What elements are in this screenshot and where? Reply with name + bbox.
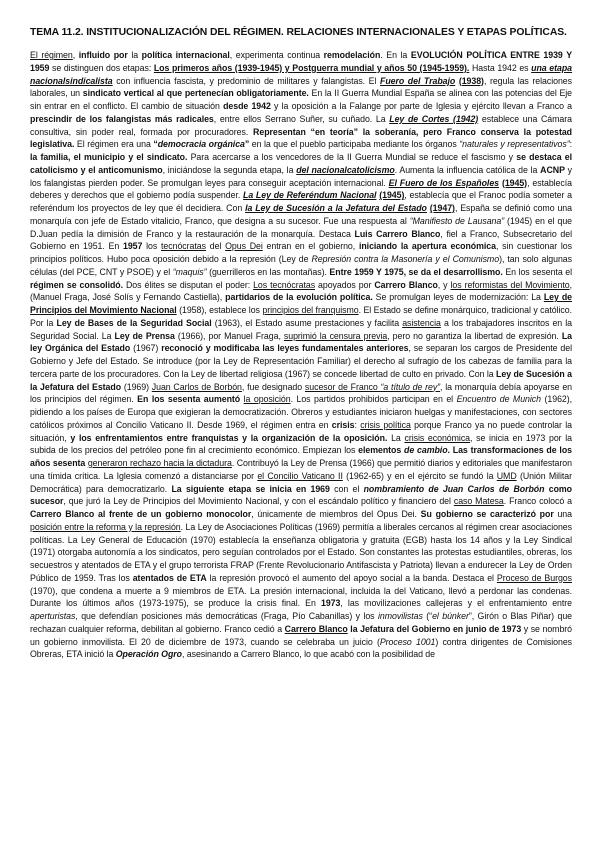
document-page: [30, 26, 572, 661]
document-body: El régimen, influido por la política internacional, experimenta continua remodelación. En la EVOLUCIÓN POLÍTICA ENTRE 1939 Y 1959 se distinguen dos etapas: Los primeros años (1939-1945) y Postguerra mundial y años 50 (1945-1959). Hasta 1942 es una etapa nacionalsindicalista con influencia fascista, y predominio de militares y falangistas. El Fuero del Trabajo (1938), regula las relaciones laborales, un sindicato vertical al que pertenecían obligatoriamente. En la II Guerra Mundial España se alinea con las potencias del Eje sin entrar en el conflicto. El cambio de situación desde 1942 y la oposición a la Falange por parte de Iglesia y ejército llevan a Franco a prescindir de los falangistas más radicales, entre ellos Serrano Suñer, su cuñado. La Ley de Cortes (1942) establece una Cámara consultiva, sin poder real, formada por procuradores. Representan “en teoría” la soberanía, pero Franco conserva la potestad legislativa. El régimen era una “democracia orgánica” en la que el pueblo participaba mediante los órganos “naturales y representativos”: la familia, el municipio y el sindicato. Para acercarse a los vencedores de la II Guerra Mundial se reduce el fascismo y se destaca el catolicismo y el anticomunismo, iniciándose la segunda etapa, la del nacionalcatolicismo. Aumenta la influencia católica de la ACNP y los falangistas pierden poder. Se promulgan leyes para conseguir aceptación internacional. El Fuero de los Españoles (1945), establecía deberes y derechos que el gobierno podía suspender. La Ley de Referéndum Nacional (1945), establecía que el Franoc podía someter a referéndum los proyectos de ley que él decidiera. Con la Ley de Sucesión a la Jefatura del Estado (1947), España se definió como una monarquía con jefe de Estado vitalicio, Franco, que designa a su sucesor. Fue una respuesta al “Manifiesto de Lausana” (1945) en el que D.Juan pedía la dimisión de Franco y la restauración de la monarquía. Destaca Luis Carrero Blanco, fiel a Franco, Subsecretario del Gobierno en 1951. En 1957 los tecnócratas del Opus Dei entran en el gobierno, iniciando la apertura económica, sin cuestionar los principios políticos. Hubo poca oposición debido a la represión (Ley de Represión contra la Masonería y el Comunismo), tan solo algunas células (del PCE, CNT y PSOE) y el “maquis” (guerrilleros en las montañas). Entre 1959 Y 1975, se da el desarrollismo. En los sesenta el régimen se consolidó. Dos élites se disputan el poder: Los tecnócratas apoyados por Carrero Blanco, y los reformistas del Movimiento, (Manuel Fraga, José Solís y Fernando Castiella), partidarios de la evolución política. Se promulgan leyes de modernización: La Ley de Principios del Movimiento Nacional (1958), establece los principios del franquismo. El Estado se define monárquico, tradicional y católico. Por la Ley de Bases de la Seguridad Social (1963), el Estado asume prestaciones y facilita asistencia a los trabajadores inscritos en la Seguridad Social. La Ley de Prensa (1966), por Manuel Fraga, suprimió la censura previa, pero no garantiza la libertad de expresión. La ley Orgánica del Estado (1967) reconoció y modificaba las leyes fundamentales anteriores, se separan los cargos de Presidente del Gobierno y Jefe del Estado. Se introduce (por la Ley de Representación Familiar) el derecho al sufragio de los cabezas de familia para la tercera parte de los procuradores. Con la Ley de libertad religiosa (1967) se concede libertad de culto en privado. Con la Ley de Sucesión a la Jefatura del Estado (1969) Juan Carlos de Borbón, fue designado sucesor de Franco “a título de rey”, la monarquía debía apoyarse en los principios del régimen. En los sesenta aumentó la oposición. Los partidos prohibidos participan en el Encuentro de Munich (1962), pidiendo a los países de Europa que exigieran la democratización. Obreros y estudiantes iniciaron huelgas y manifestaciones, con sectores católicos próximos al Concilio Vaticano II. Desde 1969, el régimen entra en crisis: crisis política porque Franco ya no puede controlar la situación, y los enfrentamientos entre franquistas y la organización de la oposición. La crisis económica, se inicia en 1973 por la subida de los precios del petróleo pone fin al crecimiento económico. Empiezan los elementos de cambio. Las transformaciones de los años sesenta generaron rechazo hacia la dictadura. Contribuyó la Ley de Prensa (1966) que permitió diarios y editoriales que manifestaron una tímida crítica. La Iglesia comenzó a distanciarse por el Concilio Vaticano II (1962-65) y en el ejército se fundó la UMD (Unión Militar Democrática) para democratizarlo. La siguiente etapa se inicia en 1969 con el nombramiento de Juan Carlos de Borbón como sucesor, que juró la Ley de Principios del Movimiento Nacional, y con el escándalo político y financiero del caso Matesa. Franco colocó a Carrero Blanco al frente de un gobierno monocolor, únicamente de miembros del Opus Dei. Su gobierno se caracterizó por una posición entre la reforma y la represión. La Ley de Asociaciones Políticas (1969) permitía a liberales cercanos al régimen crear asociaciones políticas. La Ley General de Educación (1970) establecía la enseñanza obligatoria y gratuita (EGB) hasta los 14 años y la Ley Sindical (1971) otorgaba autonomía a los sindicatos, pero seguían controlados por el Estado. Son constantes las protestas estudiantiles, obreras, los secuestros y atentados de ETA y el grupo terrorista FRAP (Frente Revolucionario Antifascista y Patriota) llevan a endurecer la Ley de Orden Público de 1959. Tras los atentados de ETA la represión provocó el aumento del apoyo social a la banda. Destaca el Proceso de Burgos (1970), que condena a muerte a 9 miembros de ETA. La presión internacional, incluida la del Vaticano, llevó a perdonar las condenas. Durante los últimos años (1973-1975), se produce la crisis final. En 1973, las movilizaciones callejeras y el enfrentamiento entre aperturistas, que defendían posiciones más democráticas (Fraga, Pío Cabanillas) y los inmovilistas (“el búnker”, Girón o Blas Piñar) que rechazan cualquier reforma, debilitan al gobierno. Franco cedió a Carrero Blanco la Jefatura del Gobierno en junio de 1973 y se nombró un gobierno inmovilista. El 20 de diciembre de 1973, cuando se celebraba un juicio (Proceso 1001) contra dirigentes de Comisiones Obreras, ETA inició la Operación Ogro, asesinando a Carrero Blanco, lo que acabó con la posibilidad de: [30, 50, 573, 660]
document-title: TEMA 11.2. INSTITUCIONALIZACIÓN DEL RÉGIMEN. RELACIONES INTERNACIONALES Y ETAPAS POLÍTICAS.: [30, 27, 567, 38]
